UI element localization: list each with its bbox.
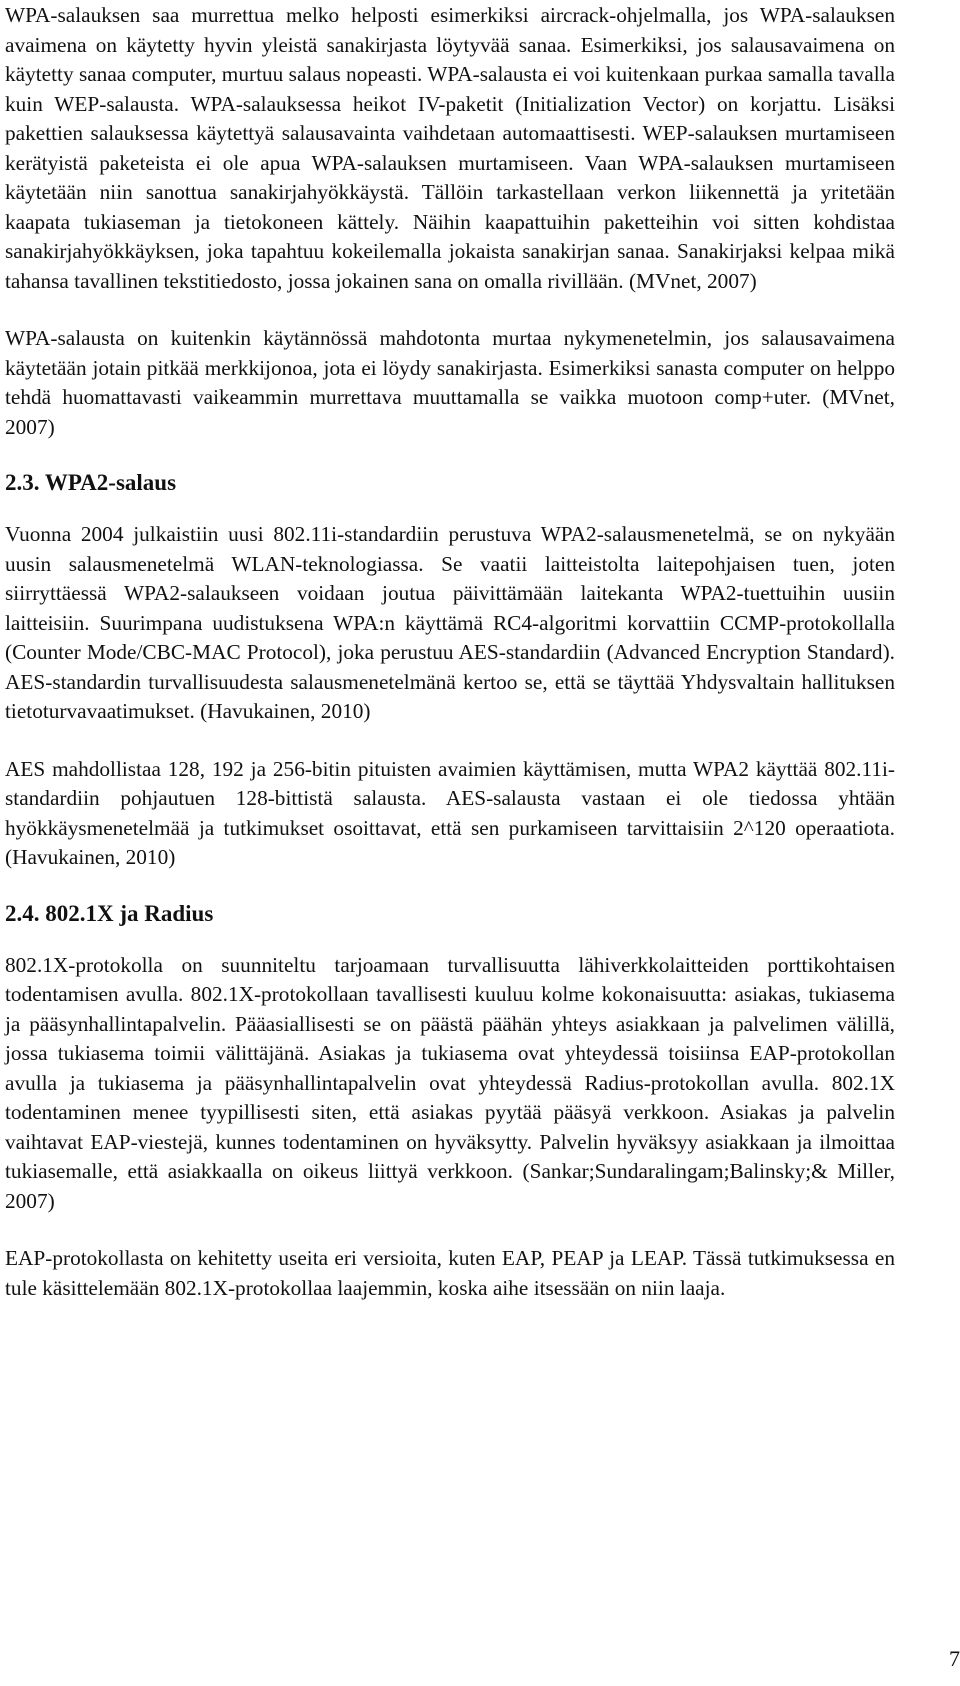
paragraph-8021x: 802.1X-protokolla on suunniteltu tarjoamaan turvallisuutta lähiverkkolaitteiden porttikohtaisen todentamisen avulla. 802.1X-protokollaan tavallisesti kuuluu kolme kokonaisuutta: asiakas, tukiasema ja pääsynhallintapalvelin. Pääasiallisesti se on päästä päähän yhteys asiakkaan ja palvelimen välillä, jossa tukiasema toimii välittäjänä. Asiakas ja tukiasema ovat yhteydessä toisiinsa EAP-protokollan avulla ja tukiasema ja pääsynhallintapalvelin ovat yhteydessä Radius-protokollan avulla. 802.1X todentaminen menee tyypillisesti siten, että asiakas pyytää pääsyä verkkoon. Asiakas ja palvelin vaihtavat EAP-viestejä, kunnes todentaminen on hyväksytty. Palvelin hyväksyy asiakkaan ja ilmoittaa tukiasemalle, että asiakkaalla on oikeus liittyä verkkoon. (Sankar;Sundaralingam;Balinsky;& Miller, 2007)	[5, 952, 895, 1213]
paragraph-wpa2-intro: Vuonna 2004 julkaistiin uusi 802.11i-standardiin perustuva WPA2-salausmenetelmä, se on nykyään uusin salausmenetelmä WLAN-teknologiassa. Se vaatii laitteistolta laitepohjaisen tuen, joten siirryttäessä WPA2-salaukseen voidaan joutua päivittämään laitekanta WPA2-tuettuihin uusiin laitteisiin. Suurimpana uudistuksena WPA:n käyttämä RC4-algoritmi korvattiin CCMP-protokollalla (Counter Mode/CBC-MAC Protocol), joka perustuu AES-standardiin (Advanced Encryption Standard). AES-standardin turvallisuudesta salausmenetelmänä kertoo se, että se täyttää Yhdysvaltain hallituksen tietoturvavaatimukset. (Havukainen, 2010)	[5, 522, 895, 723]
paragraph-wpa-strength: WPA-salausta on kuitenkin käytännössä mahdotonta murtaa nykymenetelmin, jos salausavaimena käytetään jotain pitkää merkkijonoa, jota ei löydy sanakirjasta. Esimerkiksi sanasta computer on helppo tehdä huomattavasti vaikeammin murrettava muuttamalla se vaikka muotoon comp+uter. (MVnet, 2007)	[5, 326, 895, 439]
section-heading-wpa2: 2.3. WPA2-salaus	[5, 470, 177, 495]
paragraph-aes-keys: AES mahdollistaa 128, 192 ja 256-bitin pituisten avaimien käyttämisen, mutta WPA2 käyttää 802.11i-standardiin pohjautuen 128-bittistä salausta. AES-salausta vastaan ei ole tiedossa yhtään hyökkäysmenetelmää ja tutkimukset osoittavat, että sen purkamiseen tarvittaisiin 2^120 operaatiota. (Havukainen, 2010)	[5, 756, 895, 869]
section-heading-radius: 2.4. 802.1X ja Radius	[5, 900, 214, 926]
paragraph-eap-versions: EAP-protokollasta on kehitetty useita eri versioita, kuten EAP, PEAP ja LEAP. Tässä tutkimuksessa en tule käsittelemään 802.1X-protokollaa laajemmin, koska aihe itsessään on niin laaja.	[5, 1246, 895, 1300]
document-page	[5, 0, 895, 1303]
page-number: 7	[949, 1646, 960, 1671]
paragraph-wpa-cracking: WPA-salauksen saa murrettua melko helposti esimerkiksi aircrack-ohjelmalla, jos WPA-salauksen avaimena on käytetty hyvin yleistä sanakirjasta löytyvää sanaa. Esimerkiksi, jos salausavaimena on käytetty sanaa computer, murtuu salaus nopeasti. WPA-salausta ei voi kuitenkaan purkaa samalla tavalla kuin WEP-salausta. WPA-salauksessa heikot IV-paketit (Initialization Vector) on korjattu. Lisäksi pakettien salauksessa käytettyä salausavainta vaihdetaan automaattisesti. WEP-salauksen murtamiseen kerätyistä paketeista ei ole apua WPA-salauksen murtamiseen. Vaan WPA-salauksen murtamiseen käytetään niin sanottua sanakirjahyökkäystä. Tällöin tarkastellaan verkon liikennettä ja yritetään kaapata tukiaseman ja tietokoneen kättely. Näihin kaapattuihin paketteihin voi sitten kohdistaa sanakirjahyökkäyksen, joka tapahtuu kokeilemalla jokaista sanakirjan sanaa. Sanakirjaksi kelpaa mikä tahansa tavallinen tekstitiedosto, jossa jokainen sana on omalla rivillään. (MVnet, 2007)	[5, 3, 895, 293]
